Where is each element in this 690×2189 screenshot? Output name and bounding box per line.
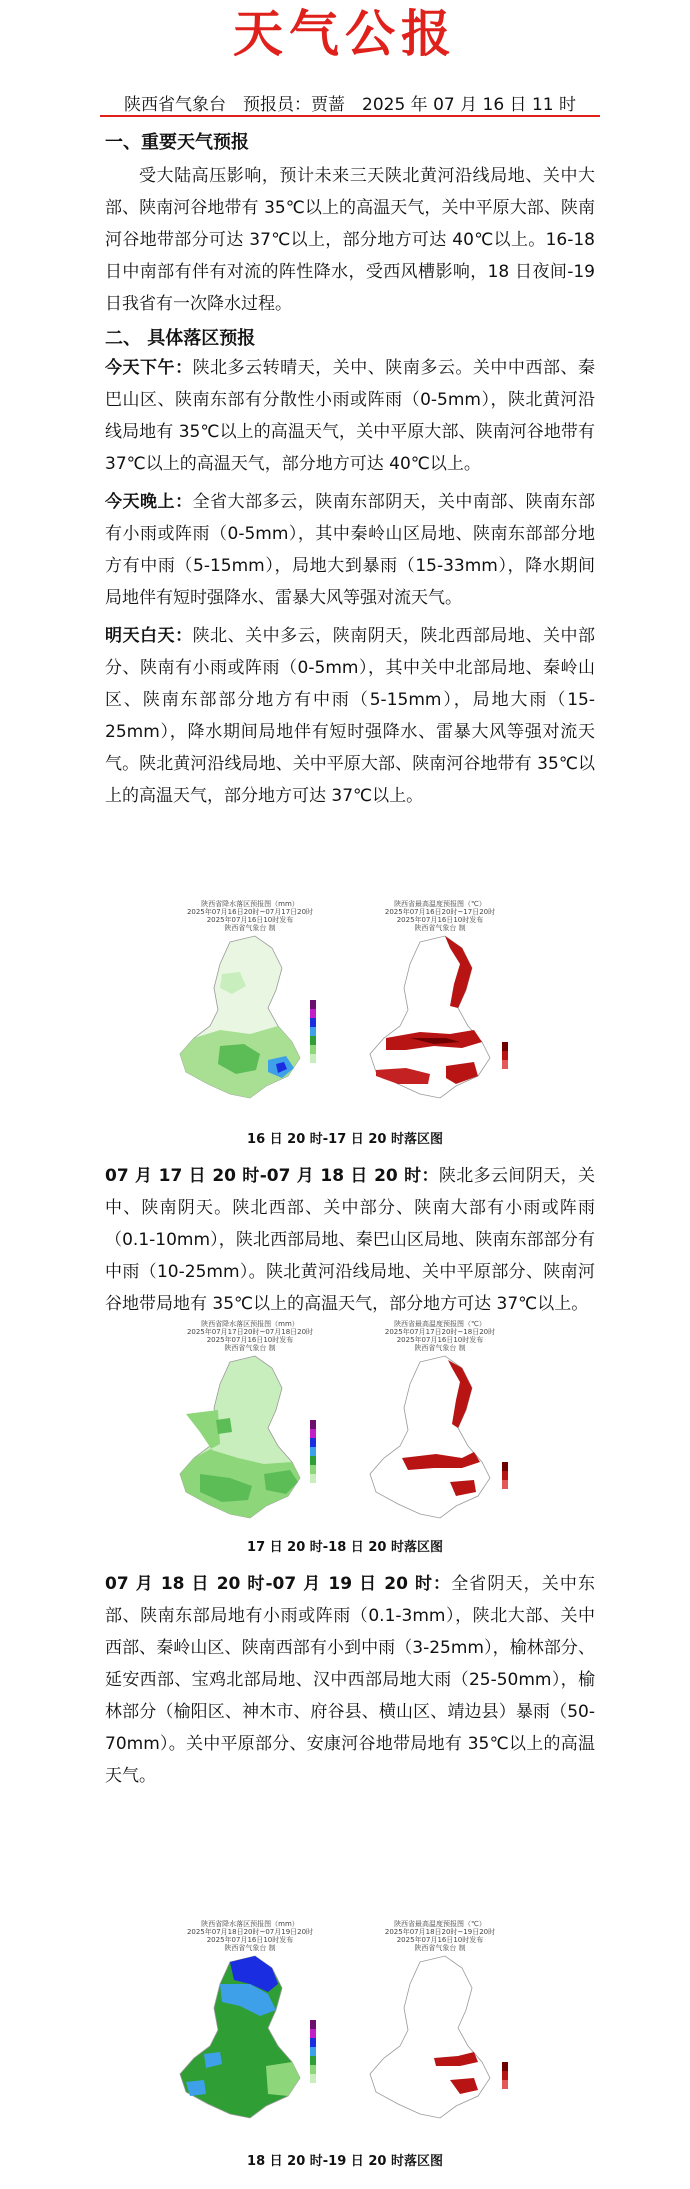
rain-map-title: 陕西省降水落区预报图（mm）	[201, 1920, 299, 1928]
rain-legend	[310, 1000, 316, 1063]
temp-map-valid: 2025年07月18日20时~19日20时	[384, 1928, 496, 1936]
period-label: 07 月 18 日 20 时-07 月 19 日 20 时：	[105, 1574, 452, 1594]
bulletin-title: 天气公报	[233, 4, 457, 63]
rain-legend	[310, 1420, 316, 1483]
temp-map-title: 陕西省最高温度预报图（℃）	[394, 1920, 486, 1928]
rain-map-org: 陕西省气象台 制	[224, 924, 276, 932]
temp-map	[350, 1920, 530, 2130]
temp-map-valid: 2025年07月16日20时~17日20时	[384, 908, 496, 916]
issuer-line: 陕西省气象台 预报员：贾蔷 2025 年 07 月 16 日 11 时	[124, 95, 576, 115]
temp-map-header	[350, 1920, 530, 1952]
temp-map-org: 陕西省气象台 制	[414, 1944, 466, 1952]
figure-caption-3: 18 日 20 时-19 日 20 时落区图	[247, 2154, 443, 2169]
temp-legend	[502, 2062, 508, 2089]
forecast-label: 今天晚上：	[105, 492, 193, 512]
rain-legend	[310, 2020, 316, 2083]
rain-map-title: 陕西省降水落区预报图（mm）	[201, 1320, 299, 1328]
figure-caption-2: 17 日 20 时-18 日 20 时落区图	[247, 1540, 443, 1555]
temp-legend	[502, 1462, 508, 1489]
rain-map-valid: 2025年07月17日20时~07月18日20时	[186, 1328, 314, 1336]
temp-map	[350, 900, 530, 1110]
temp-map-issued: 2025年07月16日10时发布	[396, 916, 484, 924]
forecast-period-17-18	[105, 1160, 595, 1320]
period-text: 陕北多云间阴天，关中、陕南阴天。陕北西部、关中部分、陕南大部有小雨或阵雨（0.1-10mm），陕北西部局地、秦巴山区局地、陕南东部部分有中雨（10-25mm）。陕北黄河沿线局地、关中平原部分、陕南河谷地带局地有 35℃以上的高温天气，部分地方可达 37℃以上。	[105, 1166, 595, 1314]
temp-map-title: 陕西省最高温度预报图（℃）	[394, 1320, 486, 1328]
forecast-text: 陕北、关中多云，陕南阴天，陕北西部局地、关中部分、陕南有小雨或阵雨（0-5mm），其中关中北部局地、秦岭山区、陕南东部部分地方有中雨（5-15mm），局地大雨（15-25mm），降水期间局地伴有短时强降水、雷暴大风等强对流天气。陕北黄河沿线局地、关中平原大部、陕南河谷地带有 35℃以上的高温天气，部分地方可达 37℃以上。	[105, 626, 596, 806]
shaanxi-temp-map-3	[350, 1954, 530, 2130]
shaanxi-temp-map-2	[350, 1354, 530, 1530]
forecast-maps-17-18	[160, 1320, 530, 1530]
period-text: 全省阴天，关中东部、陕南东部局地有小雨或阵雨（0.1-3mm），陕北大部、关中西部、秦岭山区、陕南西部有小到中雨（3-25mm），榆林部分、延安西部、宝鸡北部局地、汉中西部局地大雨（25-50mm），榆林部分（榆阳区、神木市、府谷县、横山区、靖边县）暴雨（50-70mm）。关中平原部分、安康河谷地带局地有 35℃以上的高温天气。	[105, 1574, 596, 1786]
forecast-label: 明天白天：	[105, 626, 193, 646]
rain-map-org: 陕西省气象台 制	[224, 1944, 276, 1952]
rain-map-valid: 2025年07月16日20时~07月17日20时	[186, 908, 314, 916]
temp-map-issued: 2025年07月16日10时发布	[396, 1336, 484, 1344]
section-important-body: 受大陆高压影响，预计未来三天陕北黄河沿线局地、关中大部、陕南河谷地带有 35℃以上的高温天气，关中平原大部、陕南河谷地带部分可达 37℃以上，部分地方可达 40℃以上。16-18 日中南部有伴有对流的阵性降水，受西风槽影响，18 日夜间-19 日我省有一次降水过程。	[105, 166, 595, 314]
forecast-maps-18-19	[160, 1920, 530, 2130]
rain-map-title: 陕西省降水落区预报图（mm）	[201, 900, 299, 908]
forecast-label: 今天下午：	[105, 358, 193, 378]
forecast-text: 全省大部多云，陕南东部阴天，关中南部、陕南东部有小雨或阵雨（0-5mm），其中秦岭山区局地、陕南东部部分地方有中雨（5-15mm），局地大到暴雨（15-33mm），降水期间局地伴有短时强降水、雷暴大风等强对流天气。	[105, 492, 596, 608]
forecast-period-18-19	[105, 1568, 595, 1792]
temp-map-valid: 2025年07月17日20时~18日20时	[384, 1328, 496, 1336]
rain-map-issued: 2025年07月16日10时发布	[206, 916, 294, 924]
rain-map-header	[160, 1320, 340, 1352]
rain-map-issued: 2025年07月16日10时发布	[206, 1936, 294, 1944]
forecast-tonight	[105, 486, 595, 614]
bulletin-banner	[0, 0, 690, 68]
shaanxi-temp-map-1	[350, 934, 530, 1110]
temp-map-org: 陕西省气象台 制	[414, 924, 466, 932]
temp-map-issued: 2025年07月16日10时发布	[396, 1936, 484, 1944]
rain-map-header	[160, 1920, 340, 1952]
rain-map-issued: 2025年07月16日10时发布	[206, 1336, 294, 1344]
forecast-this-afternoon	[105, 352, 595, 480]
figure-caption-1: 16 日 20 时-17 日 20 时落区图	[247, 1132, 443, 1147]
period-label: 07 月 17 日 20 时-07 月 18 日 20 时：	[105, 1166, 439, 1186]
forecast-maps-16-17	[160, 900, 530, 1110]
section-heading-detail: 二、 具体落区预报	[105, 328, 256, 349]
temp-map-header	[350, 900, 530, 932]
rain-map-header	[160, 900, 340, 932]
temp-map	[350, 1320, 530, 1530]
red-divider	[100, 115, 600, 117]
temp-map-org: 陕西省气象台 制	[414, 1344, 466, 1352]
temp-map-header	[350, 1320, 530, 1352]
section-heading-important: 一、重要天气预报	[105, 132, 249, 153]
forecast-text: 陕北多云转晴天，关中、陕南多云。关中中西部、秦巴山区、陕南东部有分散性小雨或阵雨（0-5mm），陕北黄河沿线局地有 35℃以上的高温天气，关中平原大部、陕南河谷地带有 37℃以上的高温天气，部分地方可达 40℃以上。	[105, 358, 596, 474]
forecast-tomorrow-day	[105, 620, 595, 812]
temp-legend	[502, 1042, 508, 1069]
temp-map-title: 陕西省最高温度预报图（℃）	[394, 900, 486, 908]
rain-map-org: 陕西省气象台 制	[224, 1344, 276, 1352]
rain-map-valid: 2025年07月18日20时~07月19日20时	[186, 1928, 314, 1936]
